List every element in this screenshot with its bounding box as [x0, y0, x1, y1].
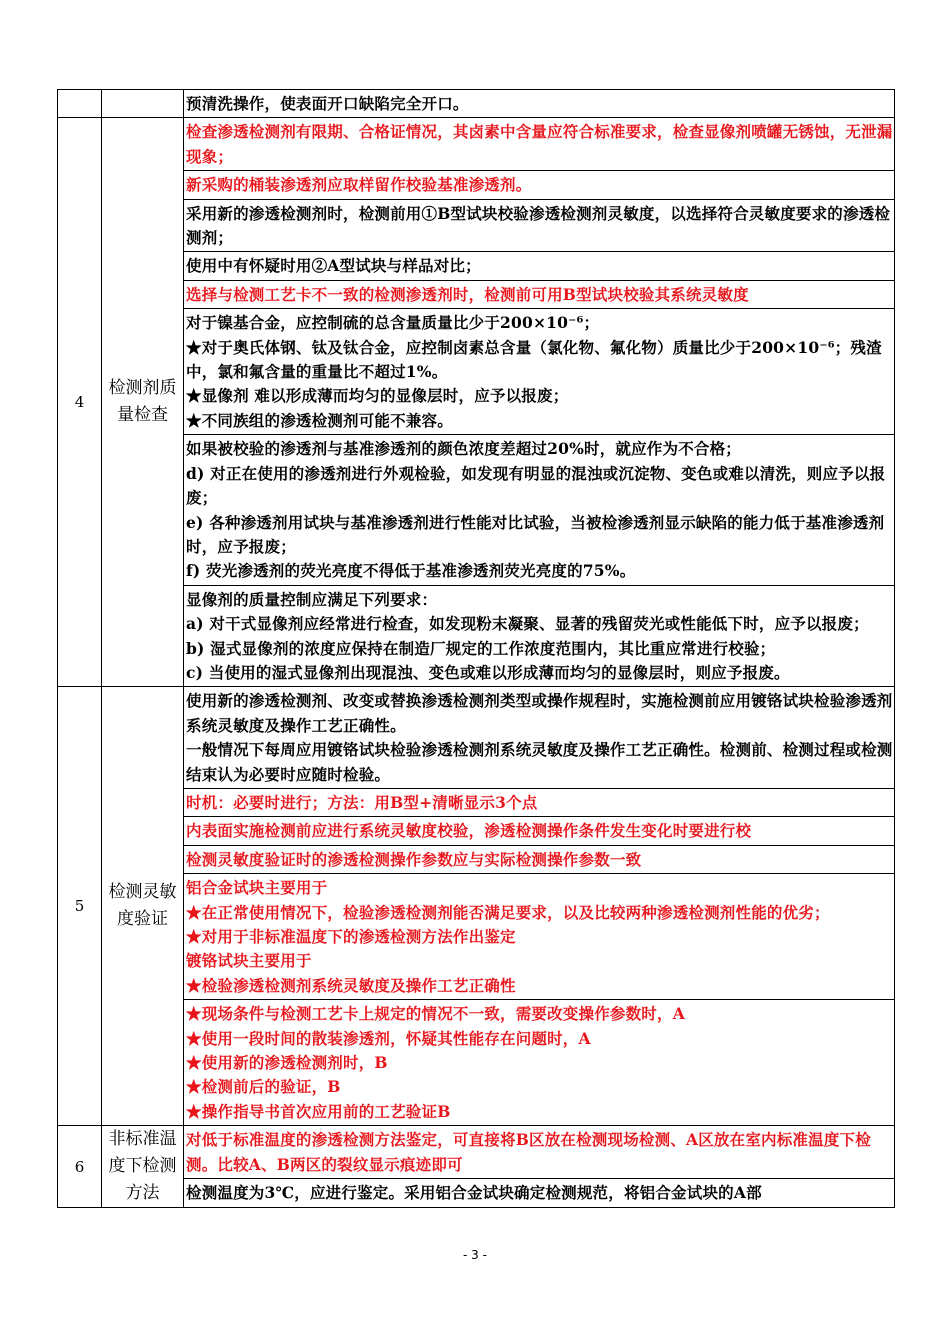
- content-item: [184, 435, 894, 585]
- content-line: c) 当使用的湿式显像剂出现混浊、变色或难以形成薄而均匀的显像层时，则应予报废。: [186, 662, 790, 682]
- content-item: [184, 789, 894, 817]
- content-line: 检查渗透检测剂有限期、合格证情况，其卤素中含量应符合标准要求，检查显像剂喷罐无锈蚀，无泄漏现象；: [186, 122, 893, 166]
- content-line: 一般情况下每周应用镀铬试块检验渗透检测剂系统灵敏度及操作工艺正确性。检测前、检测过程或检测结束认为必要时应随时检验。: [186, 740, 893, 784]
- content-line: 对于镍基合金，应控制硫的总含量质量比少于200×10⁻⁶；: [186, 313, 600, 333]
- content-item: [184, 874, 894, 1000]
- row-content: [184, 90, 895, 118]
- content-line: ★检测前后的验证，B: [186, 1077, 341, 1097]
- content-line: b) 湿式显像剂的浓度应保持在制造厂规定的工作浓度范围内，其比重应常进行校验；: [186, 638, 776, 658]
- content-line: ★在正常使用情况下，检验渗透检测剂能否满足要求，以及比较两种渗透检测剂性能的优劣；: [186, 902, 830, 922]
- content-line: ★检验渗透检测剂系统灵敏度及操作工艺正确性: [186, 975, 516, 995]
- content-line: 检测温度为3℃，应进行鉴定。采用铝合金试块确定检测规范，将铝合金试块的A部: [186, 1183, 762, 1203]
- content-line: ★现场条件与检测工艺卡上规定的情况不一致，需要改变操作参数时，A: [186, 1004, 685, 1024]
- content-line: 内表面实施检测前应进行系统灵敏度校验，渗透检测操作条件发生变化时要进行校: [186, 821, 752, 841]
- content-item: [184, 846, 894, 874]
- content-item: [184, 281, 894, 309]
- content-item: [184, 1126, 894, 1179]
- content-line: 选择与检测工艺卡不一致的检测渗透剂时，检测前可用B型试块校验其系统灵敏度: [186, 284, 749, 304]
- content-item: [184, 687, 894, 789]
- content-item: [184, 817, 894, 845]
- content-line: 时机：必要时进行；方法：用B型+清晰显示3个点: [186, 792, 538, 812]
- content-line: 检测灵敏度验证时的渗透检测操作参数应与实际检测操作参数一致: [186, 849, 642, 869]
- content-item: [184, 309, 894, 435]
- content-item: [184, 1000, 894, 1125]
- table-row: [58, 687, 895, 1126]
- content-item: [184, 586, 894, 687]
- content-line: d) 对正在使用的渗透剂进行外观检验，如发现有明显的混浊或沉淀物、变色或难以清洗，则应予以报废；: [186, 463, 886, 508]
- inspection-table: [57, 89, 895, 1208]
- content-line: 使用新的渗透检测剂、改变或替换渗透检测剂类型或操作规程时，实施检测前应用镀铬试块检验渗透剂系统灵敏度及操作工艺正确性。: [186, 691, 893, 735]
- content-item: [184, 252, 894, 280]
- content-item: [184, 200, 894, 253]
- content-line: 新采购的桶装渗透剂应取样留作校验基准渗透剂。: [186, 175, 532, 195]
- row-content: [184, 1126, 895, 1208]
- content-line: ★对用于非标准温度下的渗透检测方法作出鉴定: [186, 927, 516, 946]
- content-line: 铝合金试块主要用于: [186, 878, 328, 898]
- content-line: f) 荧光渗透剂的荧光亮度不得低于基准渗透剂荧光亮度的75%。: [186, 561, 636, 581]
- page-number: - 3 -: [463, 1248, 487, 1262]
- row-number: 6: [58, 1126, 102, 1208]
- content-item: [184, 1179, 894, 1206]
- row-content: [184, 687, 895, 1126]
- content-line: ★对于奥氏体钢、钛及钛合金，应控制卤素总含量（氯化物、氟化物）质量比少于200×10⁻⁶；残渣中，氯和氟含量的重量比不超过1%。: [186, 337, 882, 382]
- row-category: 检测剂质量检查: [102, 118, 184, 687]
- content-line: 对低于标准温度的渗透检测方法鉴定，可直接将B区放在检测现场检测、A区放在室内标准温度下检测。比较A、B两区的裂纹显示痕迹即可: [186, 1130, 871, 1174]
- content-line: 如果被校验的渗透剂与基准渗透剂的颜色浓度差超过20%时，就应作为不合格；: [186, 439, 742, 459]
- content-line: a) 对干式显像剂应经常进行检查，如发现粉末凝聚、显著的残留荧光或性能低下时，应予以报废；: [186, 614, 869, 634]
- row-category: 非标准温度下检测方法: [102, 1126, 184, 1208]
- row-category: 检测灵敏度验证: [102, 687, 184, 1126]
- row-category: [102, 90, 184, 118]
- content-line: 显像剂的质量控制应满足下列要求：: [186, 589, 438, 609]
- content-item: [184, 90, 894, 117]
- content-item: [184, 118, 894, 171]
- content-line: ★操作指导书首次应用前的工艺验证B: [186, 1101, 451, 1121]
- table-row: [58, 118, 895, 687]
- content-line: 采用新的渗透检测剂时，检测前用①B型试块校验渗透检测剂灵敏度，以选择符合灵敏度要求的渗透检测剂；: [186, 203, 891, 248]
- table-row: [58, 1126, 895, 1208]
- content-line: ★显像剂 难以形成薄而均匀的显像层时，应予以报废；: [186, 386, 569, 406]
- row-content: [184, 118, 895, 687]
- content-line: 镀铬试块主要用于: [186, 951, 312, 971]
- content-line: ★使用一段时间的散装渗透剂，怀疑其性能存在问题时，A: [186, 1028, 591, 1048]
- content-line: ★使用新的渗透检测剂时，B: [186, 1053, 388, 1073]
- row-number: 4: [58, 118, 102, 687]
- content-line: ★不同族组的渗透检测剂可能不兼容。: [186, 410, 453, 430]
- row-number: [58, 90, 102, 118]
- content-line: 预清洗操作，使表面开口缺陷完全开口。: [186, 94, 469, 113]
- content-item: [184, 171, 894, 199]
- content-line: e) 各种渗透剂用试块与基准渗透剂进行性能对比试验，当被检渗透剂显示缺陷的能力低于基准渗透剂时，应予报废；: [186, 512, 885, 556]
- content-line: 使用中有怀疑时用②A型试块与样品对比；: [186, 256, 481, 276]
- table-row: [58, 90, 895, 118]
- row-number: 5: [58, 687, 102, 1126]
